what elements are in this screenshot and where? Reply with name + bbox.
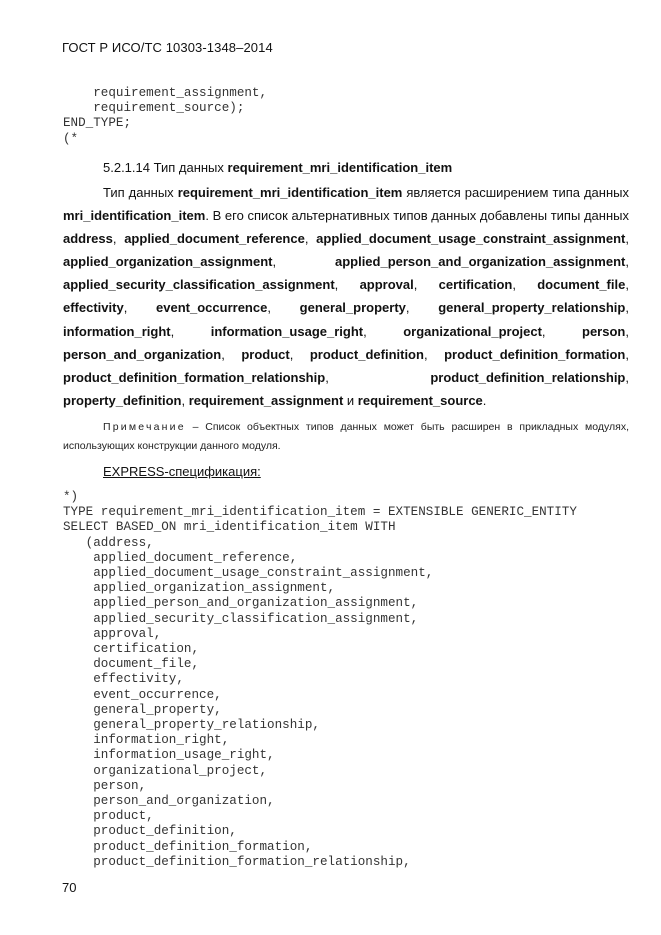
type-name: mri_identification_item — [63, 208, 206, 224]
paragraph-text: , — [267, 300, 300, 316]
paragraph-text: , — [625, 231, 629, 247]
type-name: applied_document_reference — [124, 231, 305, 247]
code-block-express: *) TYPE requirement_mri_identification_item = EXTENSIBLE GENERIC_ENTITY SELECT BASED_ON mri_identification_item WITH (address, applied_document_reference, applied_document_usage_constraint_assignment, applied_organization_assignment, applied_person_and_organization_assignment, applied_security_classification_assignment, approval, certification, document_file, effectivity, event_occurrence, general_property, general_property_relationship, information_right, information_usage_right, organizational_project, person, person_and_organization, product, product_definition, product_definition_formation, product_definition_formation_relationship, — [63, 490, 577, 869]
type-name: person_and_organization — [63, 346, 222, 362]
type-name: organizational_project — [403, 323, 542, 339]
type-name: event_occurrence — [156, 300, 268, 316]
paragraph-text: , — [334, 277, 360, 293]
paragraph-text: является расширением типа данных — [402, 185, 629, 200]
paragraph-text: , — [405, 300, 439, 316]
type-name: general_property — [299, 300, 406, 316]
paragraph-text: , — [289, 346, 310, 362]
paragraph-text: , — [272, 254, 335, 270]
description-paragraph — [63, 181, 629, 412]
paragraph-text: , — [625, 369, 629, 385]
paragraph-text: , — [423, 346, 445, 362]
paragraph-text: , — [625, 277, 629, 293]
express-spec-label: EXPRESS-спецификация: — [103, 464, 261, 479]
type-name: general_property_relationship — [438, 300, 626, 316]
type-name: property_definition — [63, 392, 182, 408]
type-name: person — [582, 323, 626, 339]
section-heading-name: requirement_mri_identification_item — [227, 160, 453, 175]
type-name: product_definition — [309, 346, 424, 362]
paragraph-text: , — [413, 277, 439, 293]
type-name: requirement_source — [357, 392, 483, 408]
paragraph-text: , — [541, 323, 583, 339]
type-name: applied_person_and_organization_assignment — [334, 254, 626, 270]
type-name: requirement_mri_identification_item — [177, 185, 403, 200]
paragraph-text: , — [123, 300, 157, 316]
document-header: ГОСТ Р ИСО/ТС 10303-1348–2014 — [62, 40, 273, 55]
type-name: applied_document_usage_constraint_assignment — [316, 231, 626, 247]
paragraph-text: , — [363, 323, 404, 339]
page-number: 70 — [62, 880, 77, 895]
type-name: certification — [438, 277, 513, 293]
type-name: product — [241, 346, 290, 362]
paragraph-text: , — [625, 346, 629, 362]
type-name: document_file — [537, 277, 626, 293]
type-name: requirement_assignment — [188, 392, 344, 408]
paragraph-text: Тип данных — [103, 185, 178, 200]
paragraph-text: и — [343, 392, 358, 408]
paragraph-text: , — [221, 346, 242, 362]
paragraph-text: , — [304, 231, 317, 247]
type-name: product_definition_formation — [444, 346, 626, 362]
note-label: Примечание — [103, 421, 186, 433]
type-name: product_definition_formation_relationship — [63, 369, 326, 385]
type-name: product_definition_relationship — [430, 369, 626, 385]
paragraph-text: , — [112, 231, 125, 247]
type-name: information_usage_right — [210, 323, 364, 339]
paragraph-text: , — [512, 277, 538, 293]
type-name: effectivity — [63, 300, 124, 316]
type-name: address — [63, 231, 113, 247]
paragraph-text: , — [625, 300, 629, 316]
paragraph-text: , — [181, 392, 189, 408]
paragraph-text: , — [170, 323, 211, 339]
type-name: approval — [359, 277, 414, 293]
section-heading — [103, 160, 452, 175]
code-block-top: requirement_assignment, requirement_source); END_TYPE; (* — [63, 86, 268, 146]
type-name: applied_organization_assignment — [63, 254, 273, 270]
type-name: information_right — [63, 323, 171, 339]
paragraph-text: , — [625, 323, 629, 339]
note-text: – Список объектных типов данных может быть расширен в прикладных модулях, использующих конструкции данного модуля. — [63, 421, 629, 452]
type-name: applied_security_classification_assignment — [63, 277, 335, 293]
paragraph-text: , — [625, 254, 629, 270]
note-paragraph — [63, 418, 629, 456]
paragraph-text: . — [482, 392, 487, 408]
section-heading-number: 5.2.1.14 Тип данных — [103, 160, 228, 175]
paragraph-text: . В его список альтернативных типов данных добавлены типы данных — [205, 208, 629, 224]
paragraph-text: , — [325, 369, 431, 385]
